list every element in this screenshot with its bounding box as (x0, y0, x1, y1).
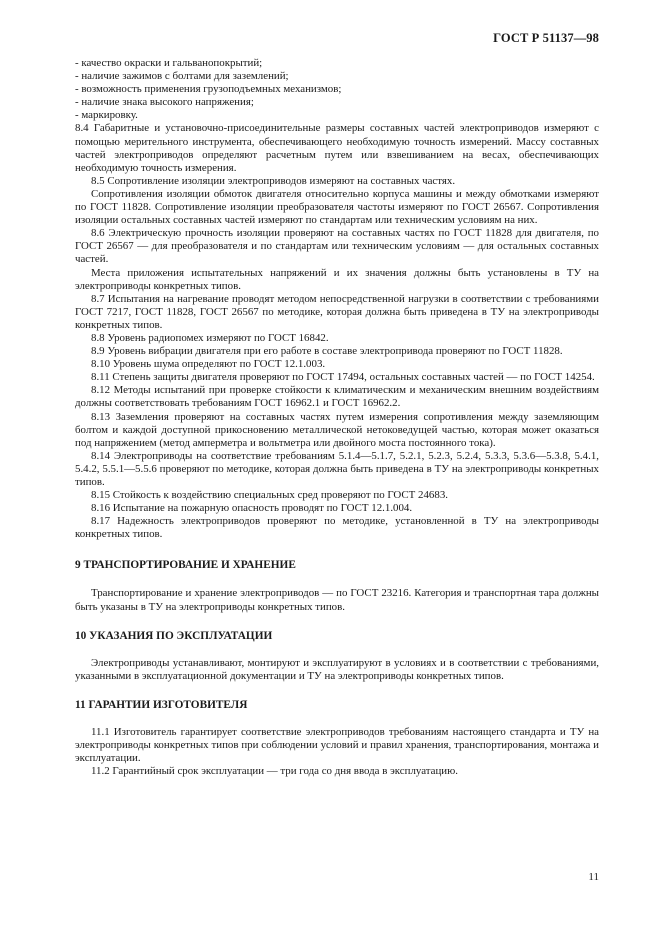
paragraph: 8.6 Электрическую прочность изоляции проверяют на составных частях по ГОСТ 11828 для двигателя, по ГОСТ 26567 — для преобразователя и по стандартам или техническим условиям — для остальных составных частей. (75, 227, 599, 266)
section-heading: 11 ГАРАНТИИ ИЗГОТОВИТЕЛЯ (75, 698, 248, 711)
paragraph: Места приложения испытательных напряжений и их значения должны быть установлены в ТУ на электроприводы конкретных типов. (75, 266, 599, 292)
paragraph: Сопротивления изоляции обмоток двигателя относительно корпуса машины и между обмотками измеряют по ГОСТ 11828. Сопротивление изоляции преобразователя частоты измеряют по ГОСТ 26567. Сопротивления изоляции остальных составных частей измеряют по стандартам или техническим условиям на них. (75, 187, 599, 227)
paragraph: 8.7 Испытания на нагревание проводят методом непосредственной нагрузки в соответствии с требованиями ГОСТ 7217, ГОСТ 11828, ГОСТ 26567 по методике, которая должна быть приведена в ТУ на электроприводы конкретных типов. (75, 292, 599, 331)
paragraph: 8.12 Методы испытаний при проверке стойкости к климатическим и механическим внешним воздействиям должны соответствовать требованиям ГОСТ 16962.1 и ГОСТ 16962.2. (75, 384, 599, 410)
page-number: 11 (588, 871, 599, 883)
document-header: ГОСТ Р 51137—98 (493, 31, 599, 45)
paragraph: 8.17 Надежность электроприводов проверяют по методике, установленной в ТУ на электроприводы конкретных типов. (75, 515, 599, 541)
paragraph: 11.2 Гарантийный срок эксплуатации — три года со дня ввода в эксплуатацию. (91, 765, 458, 778)
paragraph: 8.14 Электроприводы на соответствие требованиям 5.1.4—5.1.7, 5.2.1, 5.2.3, 5.2.4, 5.3.3, 5.3.6—5.3.8, 5.4.1, 5.4.2, 5.5.1—5.5.6 проверяют по методике, которая должна быть приведена в ТУ на электроприводы конкретных типов. (75, 449, 599, 488)
paragraph: 8.5 Сопротивление изоляции электроприводов измеряют на составных частях. (91, 174, 456, 187)
list-item: - наличие знака высокого напряжения; (75, 96, 254, 109)
document-body (75, 57, 599, 778)
list-item: - наличие зажимов с болтами для заземлений; (75, 70, 289, 83)
paragraph: 8.9 Уровень вибрации двигателя при его работе в составе электропривода проверяют по ГОСТ 11828. (91, 345, 563, 358)
paragraph: 8.15 Стойкость к воздействию специальных сред проверяют по ГОСТ 24683. (91, 489, 448, 502)
list-item: - маркировку. (75, 109, 138, 122)
paragraph: 8.11 Степень защиты двигателя проверяют по ГОСТ 17494, остальных составных частей — по ГОСТ 14254. (91, 371, 595, 384)
paragraph: 8.10 Уровень шума определяют по ГОСТ 12.1.003. (91, 358, 326, 371)
paragraph: 8.13 Заземления проверяют на составных частях путем измерения сопротивления между заземляющим болтом и каждой доступной прикосновению металлической нетоковедущей частью, которая может оказаться под напряжением (метод амперметра и вольтметра или двойного моста постоянного тока). (75, 410, 599, 449)
section-heading: 9 ТРАНСПОРТИРОВАНИЕ И ХРАНЕНИЕ (75, 559, 296, 572)
list-item: - качество окраски и гальванопокрытий; (75, 57, 263, 69)
list-item: - возможность применения грузоподъемных механизмов; (75, 83, 342, 96)
section-heading: 10 УКАЗАНИЯ ПО ЭКСПЛУАТАЦИИ (75, 629, 273, 642)
paragraph: 8.8 Уровень радиопомех измеряют по ГОСТ 16842. (91, 331, 329, 344)
paragraph: 11.1 Изготовитель гарантирует соответствие электроприводов требованиям настоящего стандарта и ТУ на электроприводы конкретных типов при соблюдении условий и правил хранения, транспортирования, монтажа и эксплуатации. (75, 725, 599, 765)
paragraph: Транспортирование и хранение электроприводов — по ГОСТ 23216. Категория и транспортная тара должны быть указаны в ТУ на электроприводы конкретных типов. (75, 587, 599, 613)
paragraph: 8.16 Испытание на пожарную опасность проводят по ГОСТ 12.1.004. (91, 502, 413, 515)
paragraph: Электроприводы устанавливают, монтируют и эксплуатируют в условиях и в соответствии с требованиями, указанными в эксплуатационной документации и ТУ на электроприводы конкретных типов. (75, 656, 599, 682)
paragraph: 8.4 Габаритные и установочно-присоединительные размеры составных частей электроприводов измеряют с помощью мерительного инструмента, обеспечивающего необходимую точность измерений. Массу составных частей электроприводов определяют расчетным путем или взвешиванием на весах, обеспечивающих необходимую точность измерения. (75, 122, 599, 174)
